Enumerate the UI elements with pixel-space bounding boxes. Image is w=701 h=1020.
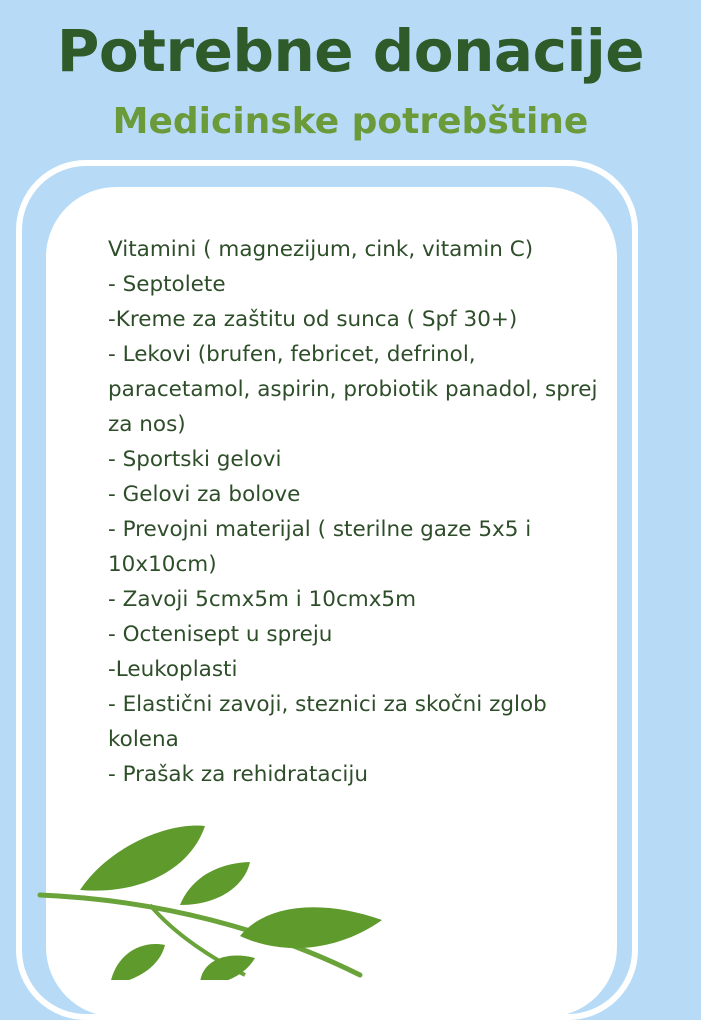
leaf-icon xyxy=(200,956,255,980)
list-item: - Gelovi za bolove xyxy=(108,482,301,507)
page-subtitle: Medicinske potrebštine xyxy=(112,101,589,142)
list-item: - Elastični zavoji, steznici za skočni zglob kolena xyxy=(108,692,547,752)
list-item: - Septolete xyxy=(108,272,226,297)
leaf-icon xyxy=(80,826,205,891)
leaf-icon xyxy=(240,907,382,948)
list-item: - Lekovi (brufen, febricet, defrinol, paracetamol, aspirin, probiotik panadol, sprej za nos) xyxy=(108,342,598,437)
list-item: - Prevojni materijal ( sterilne gaze 5x5 i 10x10cm) xyxy=(108,517,532,577)
leaf-icon xyxy=(110,944,165,980)
list-item: - Zavoji 5cmx5m i 10cmx5m xyxy=(108,587,417,612)
list-item: - Prašak za rehidrataciju xyxy=(108,762,369,787)
list-item: - Octenisept u spreju xyxy=(108,622,333,647)
list-item: -Leukoplasti xyxy=(108,657,238,682)
page-title: Potrebne donacije xyxy=(56,17,645,85)
list-item: - Sportski gelovi xyxy=(108,447,282,472)
list-item: -Kreme za zaštitu od sunca ( Spf 30+) xyxy=(108,307,518,332)
list-item: Vitamini ( magnezijum, cink, vitamin C) xyxy=(108,237,534,262)
leaf-icon xyxy=(180,862,250,905)
